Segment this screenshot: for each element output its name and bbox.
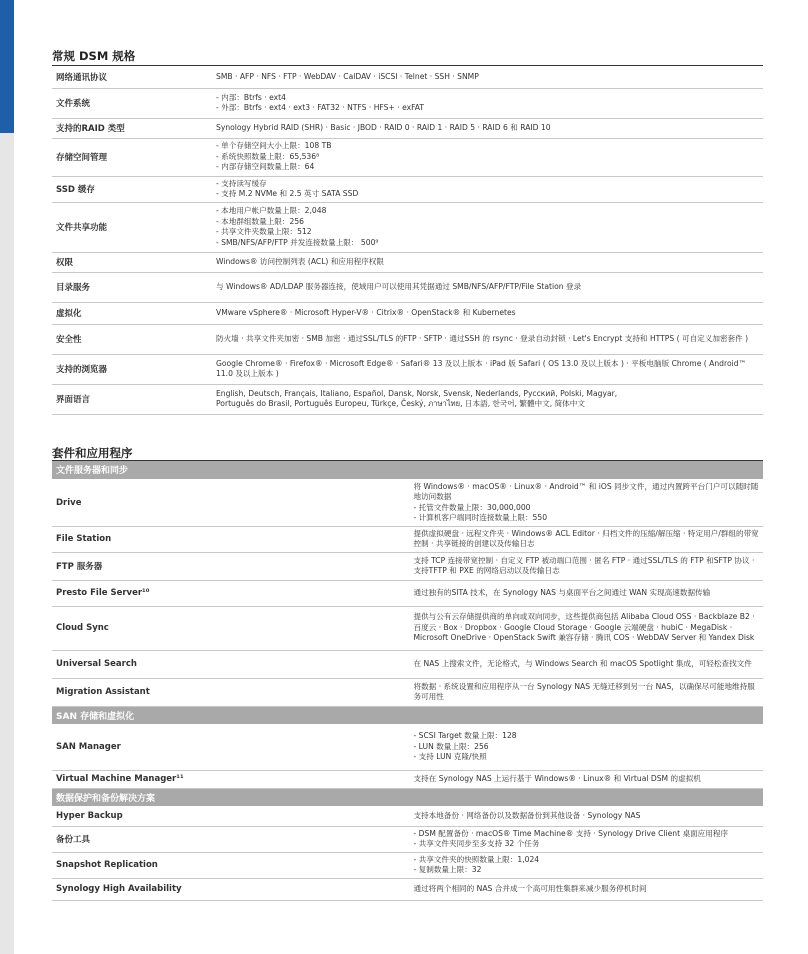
spec-row bbox=[52, 354, 763, 384]
spec-row bbox=[52, 526, 763, 552]
page-edge-accent bbox=[0, 0, 14, 133]
spec-value bbox=[210, 324, 763, 354]
spec-key: 安全性 bbox=[52, 324, 210, 354]
page-edge-strip bbox=[0, 0, 14, 954]
spec-bullet: - 共享文件夹同步至多支持 32 个任务 bbox=[414, 839, 760, 850]
spec-value bbox=[408, 724, 764, 770]
spec-value-line: 支持 TCP 连接带宽控制 · 自定义 FTP 被动端口范围 · 匿名 FTP · 通过SSL/TLS 的 FTP 和SFTP 协议 · 支持TFTP 和 PXE 的网络启动以及传输日志 bbox=[413, 555, 755, 575]
spec-row bbox=[52, 770, 763, 788]
spec-bullet: - DSM 配置备份 · macOS® Time Machine® 支持 · Synology Drive Client 桌面应用程序 bbox=[414, 829, 760, 840]
spec-key: 权限 bbox=[52, 252, 210, 272]
spec-value-line: Windows® 访问控制列表 (ACL) 和应用程序权限 bbox=[216, 256, 384, 266]
spec-value bbox=[210, 66, 763, 88]
packages-spec-table bbox=[52, 461, 763, 901]
spec-row bbox=[52, 580, 763, 606]
spec-bullet: - 内部：Btrfs · ext4 bbox=[216, 93, 759, 104]
category-label: 数据保护和备份解决方案 bbox=[52, 788, 763, 806]
spec-bullet: - 复制数量上限：32 bbox=[414, 865, 760, 876]
spec-value bbox=[210, 176, 763, 202]
spec-bullet: - 本地群组数量上限：256 bbox=[216, 217, 759, 228]
spec-value bbox=[408, 770, 764, 788]
spec-value-line: 防火墙 · 共享文件夹加密 · SMB 加密 · 通过SSL/TLS 的FTP · SFTP · 通过SSH 的 rsync · 登录自动封锁 · Let's Encrypt 支持和 HTTPS ( 可自定义加密套件 ) bbox=[216, 333, 749, 343]
spec-row bbox=[52, 479, 763, 526]
spec-key: SSD 缓存 bbox=[52, 176, 210, 202]
spec-value bbox=[408, 678, 764, 706]
spec-row bbox=[52, 852, 763, 878]
spec-value-line: Google Chrome® · Firefox® · Microsoft Edge® · Safari® 13 及以上版本 · iPad 版 Safari ( OS 13.0 及以上版本 ) · 平板电脑版 Chrome ( Android™ 11.0 及以上版本 ) bbox=[216, 358, 747, 378]
spec-row bbox=[52, 650, 763, 678]
spec-value bbox=[408, 552, 764, 580]
spec-value-line: SMB · AFP · NFS · FTP · WebDAV · CalDAV · iSCSI · Telnet · SSH · SNMP bbox=[216, 71, 479, 81]
spec-value bbox=[210, 138, 763, 176]
spec-bullet: - 本地用户帐户数量上限：2,048 bbox=[216, 206, 759, 217]
spec-row bbox=[52, 302, 763, 324]
dsm-spec-table bbox=[52, 66, 763, 415]
spec-key: Cloud Sync bbox=[52, 606, 408, 650]
spec-row bbox=[52, 202, 763, 252]
spec-value bbox=[210, 118, 763, 138]
spec-value-line: 将 Windows® · macOS® · Linux® · Android™ 和 iOS 同步文件，通过内置跨平台门户可以随时随地访问数据 bbox=[413, 481, 759, 501]
spec-row bbox=[52, 384, 763, 414]
section-title-dsm: 常规 DSM 规格 bbox=[52, 49, 136, 63]
spec-value-line: Português do Brasil, Português Europeu, Türkçe, Český, ภาษาไทย, 日本語, 한국어, 繁體中文, 简体中文 bbox=[216, 399, 585, 408]
spec-value-line: 提供虚拟硬盘 · 远程文件夹 · Windows® ACL Editor · 归档文件的压缩/解压缩 · 特定用户/群组的带宽控制 · 共享链接的创建以及传输日志 bbox=[413, 528, 759, 548]
spec-key: 支持的浏览器 bbox=[52, 354, 210, 384]
spec-row bbox=[52, 724, 763, 770]
spec-value bbox=[408, 806, 764, 826]
spec-bullet: - 共享文件夹数量上限：512 bbox=[216, 227, 759, 238]
spec-value bbox=[408, 852, 764, 878]
section-title-packages: 套件和应用程序 bbox=[52, 446, 133, 460]
spec-bullet: - 外部：Btrfs · ext4 · ext3 · FAT32 · NTFS · HFS+ · exFAT bbox=[216, 103, 759, 114]
category-header bbox=[52, 788, 763, 806]
spec-row bbox=[52, 606, 763, 650]
spec-bullet: - 系统快照数量上限：65,536⁸ bbox=[216, 152, 759, 163]
spec-value-line: 通过将两个相同的 NAS 合并成一个高可用性集群来减少服务停机时间 bbox=[413, 883, 647, 893]
spec-value bbox=[210, 252, 763, 272]
spec-row bbox=[52, 66, 763, 88]
spec-row bbox=[52, 272, 763, 302]
spec-key: 文件共享功能 bbox=[52, 202, 210, 252]
spec-row bbox=[52, 88, 763, 118]
spec-value-line: 与 Windows® AD/LDAP 服务器连接，使域用户可以使用其凭据通过 SMB/NFS/AFP/FTP/File Station 登录 bbox=[216, 281, 582, 291]
category-header bbox=[52, 706, 763, 724]
spec-key: Virtual Machine Manager¹¹ bbox=[52, 770, 408, 788]
spec-key: 界面语言 bbox=[52, 384, 210, 414]
spec-key: Snapshot Replication bbox=[52, 852, 408, 878]
spec-key: 存储空间管理 bbox=[52, 138, 210, 176]
spec-value bbox=[210, 202, 763, 252]
spec-value-line: VMware vSphere® · Microsoft Hyper-V® · Citrix® · OpenStack® 和 Kubernetes bbox=[216, 307, 516, 317]
spec-key: 网络通讯协议 bbox=[52, 66, 210, 88]
spec-key: 目录服务 bbox=[52, 272, 210, 302]
spec-row bbox=[52, 552, 763, 580]
spec-value bbox=[210, 88, 763, 118]
spec-row bbox=[52, 678, 763, 706]
spec-bullet: - 单个存储空间大小上限：108 TB bbox=[216, 141, 759, 152]
spec-row bbox=[52, 324, 763, 354]
spec-bullet: - 计算机客户端同时连接数量上限：550 bbox=[414, 513, 760, 524]
spec-key: FTP 服务器 bbox=[52, 552, 408, 580]
spec-row bbox=[52, 878, 763, 900]
spec-row bbox=[52, 806, 763, 826]
spec-key: Universal Search bbox=[52, 650, 408, 678]
spec-bullet: - 支持读写缓存 bbox=[216, 179, 759, 190]
spec-value bbox=[408, 479, 764, 526]
spec-key: File Station bbox=[52, 526, 408, 552]
spec-key: 虚拟化 bbox=[52, 302, 210, 324]
spec-value bbox=[210, 272, 763, 302]
spec-key: Synology High Availability bbox=[52, 878, 408, 900]
category-label: SAN 存储和虚拟化 bbox=[52, 706, 763, 724]
spec-key: 备份工具 bbox=[52, 826, 408, 852]
spec-bullet: - 内部存储空间数量上限：64 bbox=[216, 162, 759, 173]
spec-bullet: - SCSI Target 数量上限：128 bbox=[414, 731, 760, 742]
spec-value-line: 通过独有的SITA 技术，在 Synology NAS 与桌面平台之间通过 WAN 实现高速数据传输 bbox=[413, 587, 711, 597]
spec-key: Presto File Server¹⁰ bbox=[52, 580, 408, 606]
spec-bullet: - SMB/NFS/AFP/FTP 并发连接数量上限： 500⁹ bbox=[216, 238, 759, 249]
spec-value-line: Synology Hybrid RAID (SHR) · Basic · JBOD · RAID 0 · RAID 1 · RAID 5 · RAID 6 和 RAID 10 bbox=[216, 122, 551, 132]
spec-value bbox=[210, 354, 763, 384]
spec-value bbox=[210, 302, 763, 324]
spec-value bbox=[210, 384, 763, 414]
spec-value bbox=[408, 650, 764, 678]
spec-row bbox=[52, 118, 763, 138]
spec-row bbox=[52, 252, 763, 272]
spec-key: 文件系统 bbox=[52, 88, 210, 118]
spec-row bbox=[52, 176, 763, 202]
spec-key: Hyper Backup bbox=[52, 806, 408, 826]
spec-value-line: 支持在 Synology NAS 上运行基于 Windows® · Linux® 和 Virtual DSM 的虚拟机 bbox=[413, 773, 701, 783]
spec-key: Drive bbox=[52, 479, 408, 526]
spec-bullet: - LUN 数量上限：256 bbox=[414, 742, 760, 753]
spec-bullet: - 托管文件数量上限：30,000,000 bbox=[414, 503, 760, 514]
category-label: 文件服务器和同步 bbox=[52, 461, 763, 479]
spec-row bbox=[52, 138, 763, 176]
spec-value bbox=[408, 826, 764, 852]
spec-key: SAN Manager bbox=[52, 724, 408, 770]
spec-value-line: English, Deutsch, Français, Italiano, Español, Dansk, Norsk, Svensk, Nederlands, Русский, Polski, Magyar, bbox=[216, 388, 618, 398]
spec-value-line: 提供与公有云存储提供商的单向或双向同步，这些提供商包括 Alibaba Cloud OSS · Backblaze B2 · 百度云 · Box · Dropbox · Google Cloud Storage · Google 云端硬盘 · hubiC · MegaDisk · Microsoft OneDrive · OpenStack Swift 兼容存储 · 腾讯 COS · WebDAV Server 和 Yandex Disk bbox=[413, 612, 755, 643]
spec-row bbox=[52, 826, 763, 852]
spec-value-line: 支持本地备份 · 网络备份以及数据备份到其他设备 · Synology NAS bbox=[413, 810, 641, 820]
spec-bullet: - 共享文件夹的快照数量上限：1,024 bbox=[414, 855, 760, 866]
spec-value bbox=[408, 526, 764, 552]
spec-value-line: 在 NAS 上搜索文件，无论格式，与 Windows Search 和 macOS Spotlight 集成，可轻松查找文件 bbox=[413, 658, 752, 668]
spec-key: 支持的RAID 类型 bbox=[52, 118, 210, 138]
spec-value bbox=[408, 580, 764, 606]
spec-bullet: - 支持 M.2 NVMe 和 2.5 英寸 SATA SSD bbox=[216, 189, 759, 200]
spec-value bbox=[408, 606, 764, 650]
spec-value-line: 将数据 · 系统设置和应用程序从一台 Synology NAS 无缝迁移到另一台 NAS，以确保尽可能地维持服务可用性 bbox=[413, 681, 755, 701]
spec-bullet: - 支持 LUN 克隆/快照 bbox=[414, 752, 760, 763]
spec-key: Migration Assistant bbox=[52, 678, 408, 706]
category-header bbox=[52, 461, 763, 479]
spec-value bbox=[408, 878, 764, 900]
